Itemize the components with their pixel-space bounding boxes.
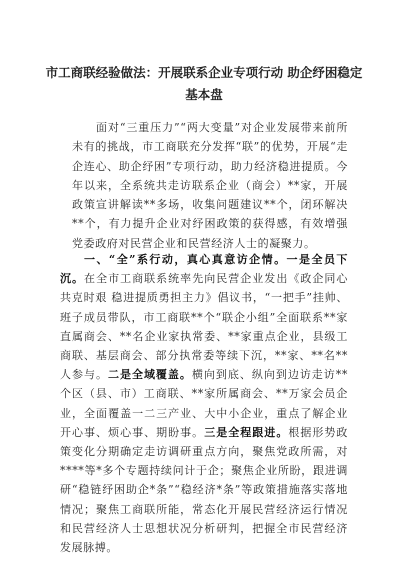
document-title	[36, 62, 372, 106]
part-1-body: 在全市工商联系统率先向民营企业发出《政企同心共克时艰 稳进提质勇担主力》倡议书，“一把手”挂帅、班子成员带队，市工商联**个“联企小组”全面联系**家直属商会、**名企业家执常委、**家重点企业，县级工商联、基层商会、部分执常委等续下沉，**家、**名**人参与。	[60, 272, 349, 382]
part-1-heading: 一是全员下沉。	[60, 253, 349, 286]
part-2-body: 横向到底、纵向到边访走访**个区（县、市）工商联、**家所属商会、**万家会员企业，全面覆盖一二三产业、大中小企业，重点了解企业开心事、烦心事、期盼事。	[60, 368, 348, 439]
intro-paragraph: 面对“三重压力”“两大变量”对企业发展带来前所未有的挑战，市工商联充分发挥“联”的优势，开展“走企连心、助企纾困”专项行动，助力经济稳进提质。今年以来，全系统共走访联系企业（商会）**家，开展政策宣讲解读**多场，收集问题建议**个，闭环解决**个，有力提升企业对纾困政策的获得感，有效增强党委政府对民营企业和民营经济人士的凝聚力。	[72, 121, 348, 250]
part-3-body: 根据形势政策变化分期确定走访调研重点方向，聚焦党政所需，对****等*多个专题持续问计于企；聚焦企业所盼，跟进调研“稳链纾困助企*条”“稳经济*条”等政策措施落实落地情况；聚焦工商联所能，常态化开展民营经济运行情况和民营经济人士思想状况分析研判，把握全市民营经济发展脉搏。	[60, 425, 349, 555]
section-1-heading: 一、“全”系行动，真心真意访企情。	[84, 253, 287, 266]
title-line-1: 市工商联经验做法：开展联系企业专项行动 助企纾困稳定	[45, 65, 363, 80]
part-2-heading: 二是全域覆盖。	[107, 368, 192, 382]
part-3-heading: 三是全程跟进。	[204, 425, 289, 439]
section-1-paragraph	[60, 250, 348, 557]
title-line-2: 基本盘	[185, 87, 223, 102]
